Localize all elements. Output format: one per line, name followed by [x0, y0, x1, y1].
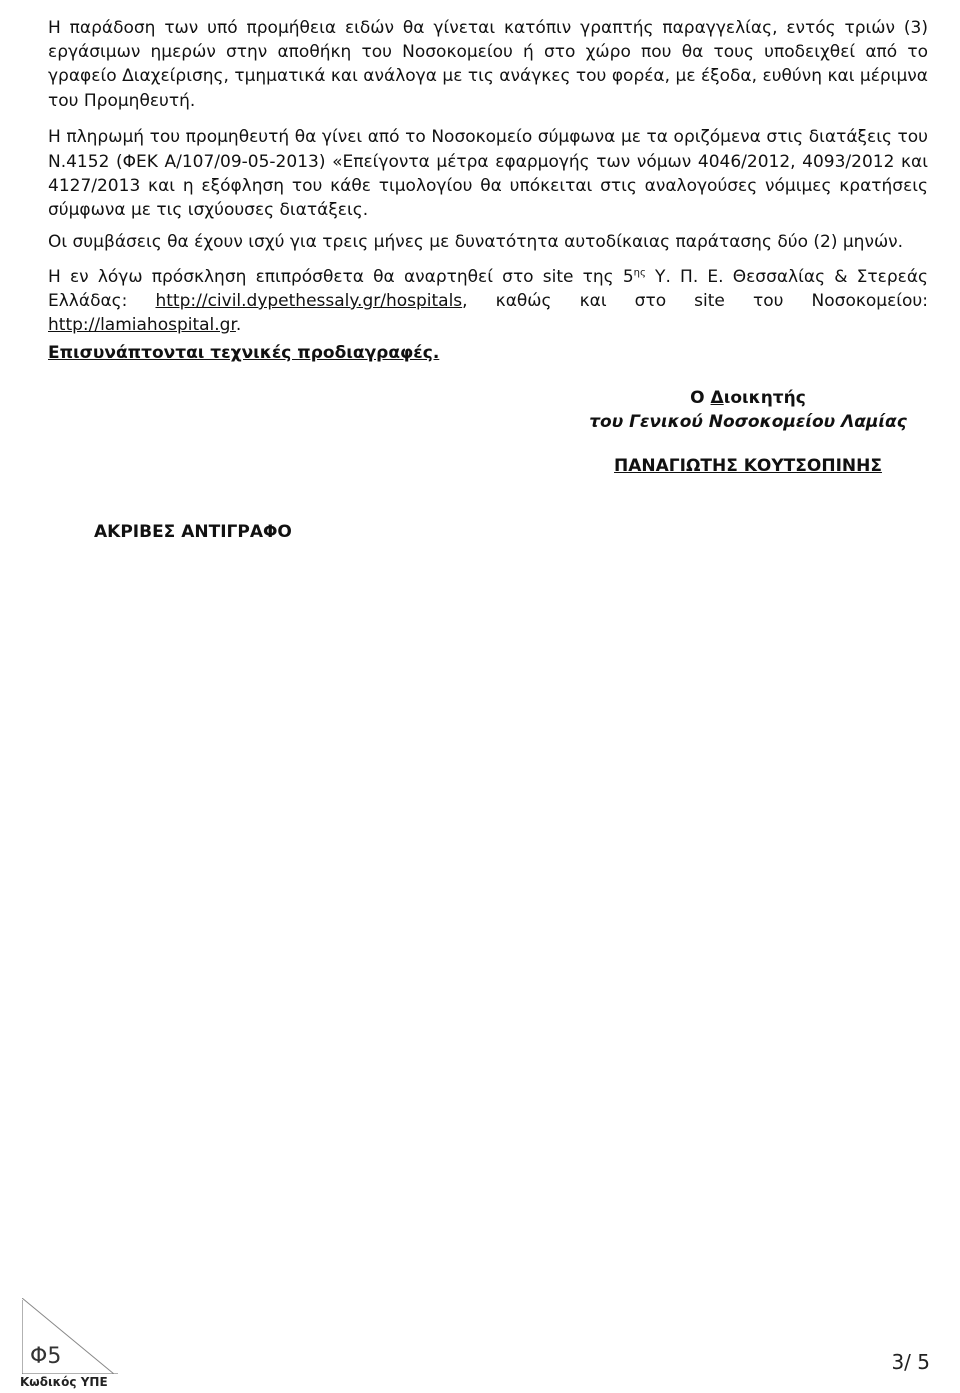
paragraph-delivery-line-2: εργάσιμων ημερών στην αποθήκη του Νοσοκομείου ή στο χώρο που θα τους υποδειχθεί από το — [48, 42, 928, 62]
ype-hospitals-link[interactable]: http://civil.dypethessaly.gr/hospitals — [155, 291, 463, 311]
form-code-label: Κωδικός ΥΠΕ — [20, 1375, 108, 1389]
paragraph-payment-line-4: σύμφωνα με τις ισχύουσες διατάξεις. — [48, 200, 369, 220]
form-code-logo — [22, 1298, 128, 1374]
paragraph-posting-line-2 — [48, 289, 928, 314]
attachments-note: Επισυνάπτονται τεχνικές προδιαγραφές. — [48, 343, 440, 363]
posting-text: Η εν λόγω πρόσκληση επιπρόσθετα θα αναρτηθεί στο site της 5 — [48, 267, 634, 287]
ordinal-suffix: ης — [633, 267, 646, 279]
paragraph-payment-line-1: Η πληρωμή του προμηθευτή θα γίνει από το Νοσοκομείο σύμφωνα με τα οριζόμενα στις διατάξεις του — [48, 127, 928, 147]
paragraph-payment-line-3: 4127/2013 και η εξόφληση του κάθε τιμολογίου θα υπόκειται στις αναλογούσες νόμιμες κρατήσεις — [48, 176, 928, 196]
paragraph-delivery-line-3: γραφείο Διαχείρισης, τμηματικά και ανάλογα με τις ανάγκες του φορέα, με έξοδα, ευθύνη και μέριμνα — [48, 66, 928, 86]
posting-hospital-site-text: , καθώς και στο site του Νοσοκομείου: — [462, 291, 928, 311]
signature-title-rest: ιοικητής — [723, 388, 806, 408]
period: . — [235, 315, 242, 335]
posting-region: Ελλάδας: — [48, 291, 156, 311]
signature-name: ΠΑΝΑΓΙΩΤΗΣ ΚΟΥΤΣΟΠΙΝΗΣ — [614, 456, 882, 476]
paragraph-delivery-line-1: Η παράδοση των υπό προμήθεια ειδών θα γίνεται κατόπιν γραπτής παραγγελίας, εντός τριών (3) — [48, 18, 928, 38]
paragraph-posting-line-1 — [48, 265, 928, 290]
paragraph-posting-line-3 — [48, 313, 928, 338]
signature-title-initial: Δ — [710, 388, 724, 408]
posting-text-rest: Υ. Π. Ε. Θεσσαλίας & Στερεάς — [645, 267, 928, 287]
signature-subtitle: του Γενικού Νοσοκομείου Λαμίας — [589, 412, 907, 432]
signature-title-article: Ο — [690, 388, 711, 408]
certified-copy-note: ΑΚΡΙΒΕΣ ΑΝΤΙΓΡΑΦΟ — [94, 522, 292, 542]
paragraph-contract-duration: Οι συμβάσεις θα έχουν ισχύ για τρεις μήνες με δυνατότητα αυτοδίκαιας παράτασης δύο (2) μηνών. — [48, 232, 904, 252]
paragraph-payment-line-2: Ν.4152 (ΦΕΚ Α/107/09-05-2013) «Επείγοντα μέτρα εφαρμογής των νόμων 4046/2012, 4093/2012 και — [48, 152, 928, 172]
page-number: 3/ 5 — [891, 1350, 930, 1374]
signature-title — [588, 388, 908, 408]
hospital-site-link[interactable]: http://lamiahospital.gr — [48, 315, 236, 335]
form-code: Φ5 — [30, 1344, 62, 1369]
paragraph-delivery-line-4: του Προμηθευτή. — [48, 91, 196, 111]
